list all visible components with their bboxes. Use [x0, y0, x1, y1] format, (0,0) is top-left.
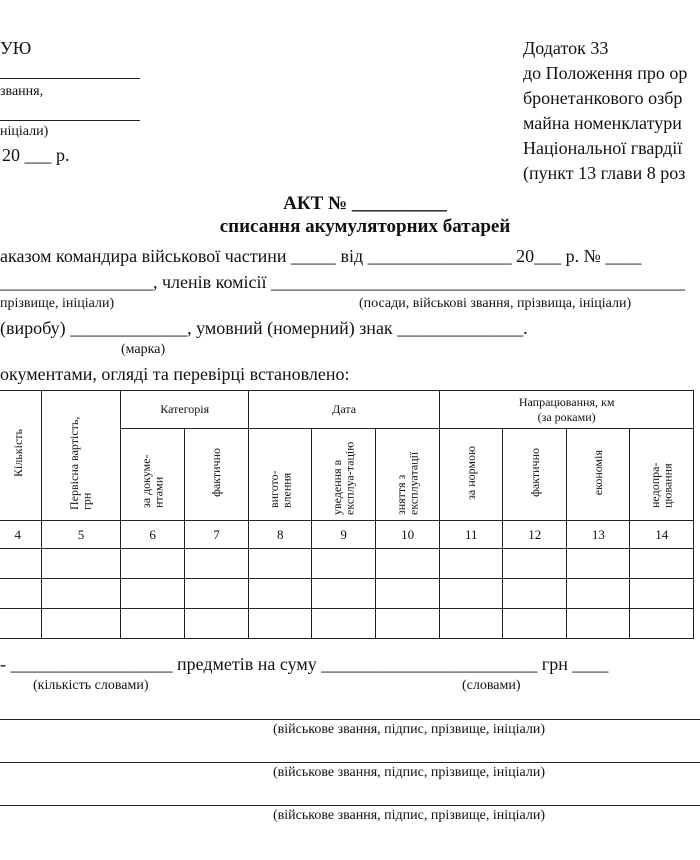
column-number: 13: [567, 521, 630, 549]
header-mileage: [440, 391, 694, 429]
signature-line-1: [0, 719, 700, 720]
table-row: [0, 579, 694, 609]
approve-stamp-text: УЮ: [0, 38, 32, 58]
quantity-words-caption: (кількість словами): [33, 678, 149, 693]
signature-line-2: [0, 762, 700, 763]
header-date: Дата: [249, 391, 440, 429]
approver-name-line: [0, 120, 140, 121]
appendix-line-6: (пункт 13 глави 8 роз: [523, 163, 686, 183]
batteries-table: [0, 390, 694, 639]
order-line: аказом командира військової частини _____ від ________________ 20___ р. № ____: [0, 246, 642, 266]
column-number: 6: [121, 521, 185, 549]
appendix-line-1: Додаток 33: [523, 38, 609, 58]
total-line: - __________________ предметів на суму ________________________ грн ____: [0, 654, 609, 674]
header-manufacture: вигото-влення: [249, 429, 312, 521]
column-number: 14: [630, 521, 694, 549]
initials-caption: ніціали): [0, 124, 49, 139]
column-number: 12: [503, 521, 567, 549]
column-number: 11: [440, 521, 503, 549]
approve-date-line: 20 ___ р.: [2, 145, 70, 165]
appendix-line-3: бронетанкового озбр: [523, 88, 683, 108]
table-row: [0, 549, 694, 579]
header-commissioning: уведення в експлуа-тацію: [312, 429, 375, 521]
table-row: [0, 609, 694, 639]
header-by-documents: за докуме-нтами: [121, 429, 185, 521]
column-number: 7: [184, 521, 248, 549]
established-line: окументами, огляді та перевірці встановлено:: [0, 364, 350, 384]
header-economy: економія: [567, 429, 630, 521]
header-decommissioning: зняття з експлуатації: [375, 429, 439, 521]
mileage-title: Напрацювання, км: [518, 394, 615, 409]
rank-caption: звання,: [0, 84, 44, 99]
act-subtitle: списання акумуляторних батарей: [219, 216, 511, 237]
header-category-actual: фактично: [184, 429, 248, 521]
column-number: 5: [41, 521, 121, 549]
surname-caption: прізвище, ініціали): [0, 296, 115, 311]
header-shortfall: недопра-цювання: [630, 429, 694, 521]
signature-caption-2: (військове звання, підпис, прізвище, ініціали): [273, 765, 546, 780]
positions-caption: (посади, військові звання, прізвища, ініціали): [359, 296, 632, 311]
appendix-line-5: Національної гвардії: [523, 138, 683, 158]
column-number: 4: [0, 521, 41, 549]
header-mileage-actual: фактично: [503, 429, 567, 521]
header-by-norm: за нормою: [440, 429, 503, 521]
column-number: 8: [249, 521, 312, 549]
signature-caption-1: (військове звання, підпис, прізвище, ініціали): [273, 722, 546, 737]
column-number: 9: [312, 521, 375, 549]
brand-caption: (марка): [121, 342, 166, 357]
header-category: Категорія: [121, 391, 249, 429]
appendix-line-2: до Положення про ор: [523, 63, 688, 83]
mileage-years: (за роками): [537, 409, 596, 424]
column-number: 10: [375, 521, 439, 549]
column-numbers-row: [0, 521, 694, 549]
product-line: (виробу) _____________, умовний (номерний) знак ______________.: [0, 318, 528, 338]
amount-words-caption: (словами): [462, 678, 521, 693]
signature-line-3: [0, 805, 700, 806]
approver-position-line: [0, 78, 140, 79]
signature-caption-3: (військове звання, підпис, прізвище, ініціали): [273, 808, 546, 823]
commission-line: _________________, членів комісії ______________________________________________: [0, 272, 686, 292]
act-title: АКТ № __________: [283, 193, 447, 214]
header-quantity: Кількість: [0, 391, 41, 521]
appendix-line-4: майна номенклатури: [523, 113, 682, 133]
header-initial-cost: Первісна вартість, грн: [41, 391, 121, 521]
